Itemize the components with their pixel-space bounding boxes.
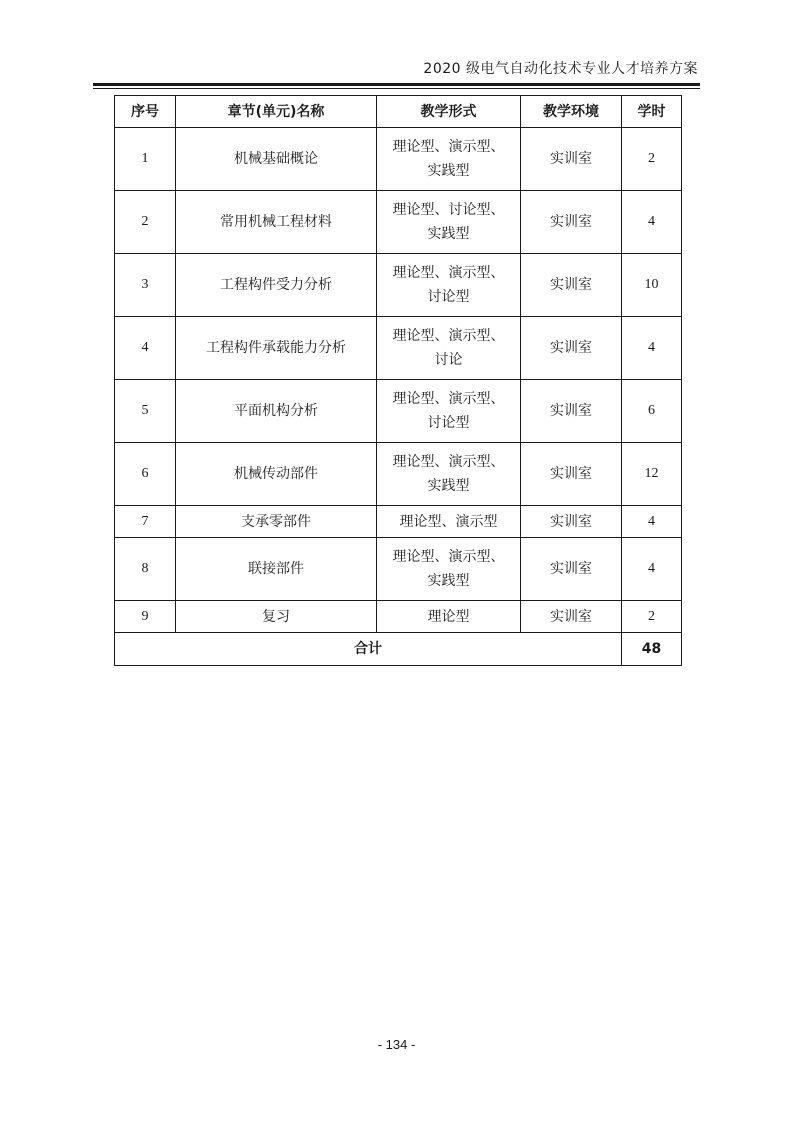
header-rule-thick xyxy=(93,83,700,86)
table-row xyxy=(115,128,682,191)
teaching-environment: 实训室 xyxy=(521,191,622,254)
teaching-environment: 实训室 xyxy=(521,254,622,317)
table-row xyxy=(115,254,682,317)
teaching-form-line: 理论型、演示型、 xyxy=(392,328,505,344)
row-number: 2 xyxy=(115,191,176,254)
teaching-form: 理论型 xyxy=(377,601,521,633)
class-hours: 6 xyxy=(622,380,682,443)
teaching-form-line: 理论型、演示型、 xyxy=(392,549,505,565)
total-row xyxy=(115,633,682,666)
chapter-name: 支承零部件 xyxy=(176,506,377,538)
row-number: 9 xyxy=(115,601,176,633)
chapter-name: 联接部件 xyxy=(176,538,377,601)
teaching-form xyxy=(377,443,521,506)
column-header-chapter: 章节(单元)名称 xyxy=(176,96,377,128)
teaching-form-line: 实践型 xyxy=(427,163,470,179)
chapter-name: 平面机构分析 xyxy=(176,380,377,443)
chapter-name: 复习 xyxy=(176,601,377,633)
teaching-form-line: 理论型、演示型、 xyxy=(392,265,505,281)
chapter-name: 工程构件承载能力分析 xyxy=(176,317,377,380)
table-row xyxy=(115,538,682,601)
table-row xyxy=(115,191,682,254)
column-header-seq: 序号 xyxy=(115,96,176,128)
table-row xyxy=(115,317,682,380)
column-header-teaching-form: 教学形式 xyxy=(377,96,521,128)
row-number: 1 xyxy=(115,128,176,191)
teaching-environment: 实训室 xyxy=(521,317,622,380)
class-hours: 4 xyxy=(622,538,682,601)
header-rule-thin xyxy=(93,88,700,89)
table-row xyxy=(115,443,682,506)
teaching-form xyxy=(377,380,521,443)
teaching-form-line: 实践型 xyxy=(427,226,470,242)
chapter-name: 常用机械工程材料 xyxy=(176,191,377,254)
class-hours: 2 xyxy=(622,128,682,191)
teaching-form-line: 实践型 xyxy=(427,478,470,494)
class-hours: 10 xyxy=(622,254,682,317)
teaching-form-line: 理论型、演示型、 xyxy=(392,139,505,155)
teaching-form: 理论型、演示型 xyxy=(377,506,521,538)
chapter-name: 机械基础概论 xyxy=(176,128,377,191)
column-header-environment: 教学环境 xyxy=(521,96,622,128)
teaching-form-line: 实践型 xyxy=(427,573,470,589)
teaching-form-line: 讨论型 xyxy=(427,289,470,305)
teaching-environment: 实训室 xyxy=(521,601,622,633)
teaching-environment: 实训室 xyxy=(521,506,622,538)
row-number: 5 xyxy=(115,380,176,443)
teaching-form xyxy=(377,254,521,317)
page-header-title: 2020 级电气自动化技术专业人才培养方案 xyxy=(423,61,698,77)
class-hours: 4 xyxy=(622,317,682,380)
page-number: - 134 - xyxy=(377,1037,416,1052)
row-number: 6 xyxy=(115,443,176,506)
table-header-row xyxy=(115,96,682,128)
total-hours: 48 xyxy=(622,633,682,666)
teaching-form-line: 讨论 xyxy=(434,352,463,368)
teaching-form xyxy=(377,128,521,191)
teaching-form xyxy=(377,191,521,254)
teaching-form-line: 理论型、演示型、 xyxy=(392,454,505,470)
row-number: 4 xyxy=(115,317,176,380)
row-number: 8 xyxy=(115,538,176,601)
teaching-form xyxy=(377,317,521,380)
row-number: 7 xyxy=(115,506,176,538)
teaching-form-line: 理论型、演示型、 xyxy=(392,391,505,407)
teaching-form-line: 讨论型 xyxy=(427,415,470,431)
teaching-environment: 实训室 xyxy=(521,128,622,191)
table-row xyxy=(115,601,682,633)
class-hours: 4 xyxy=(622,191,682,254)
column-header-hours: 学时 xyxy=(622,96,682,128)
class-hours: 12 xyxy=(622,443,682,506)
class-hours: 2 xyxy=(622,601,682,633)
teaching-environment: 实训室 xyxy=(521,380,622,443)
row-number: 3 xyxy=(115,254,176,317)
teaching-environment: 实训室 xyxy=(521,443,622,506)
table-row xyxy=(115,506,682,538)
teaching-form xyxy=(377,538,521,601)
class-hours: 4 xyxy=(622,506,682,538)
total-label: 合计 xyxy=(115,633,622,666)
chapter-name: 工程构件受力分析 xyxy=(176,254,377,317)
chapter-name: 机械传动部件 xyxy=(176,443,377,506)
course-schedule-table xyxy=(114,95,682,666)
table-row xyxy=(115,380,682,443)
teaching-form-line: 理论型、讨论型、 xyxy=(392,202,505,218)
teaching-environment: 实训室 xyxy=(521,538,622,601)
